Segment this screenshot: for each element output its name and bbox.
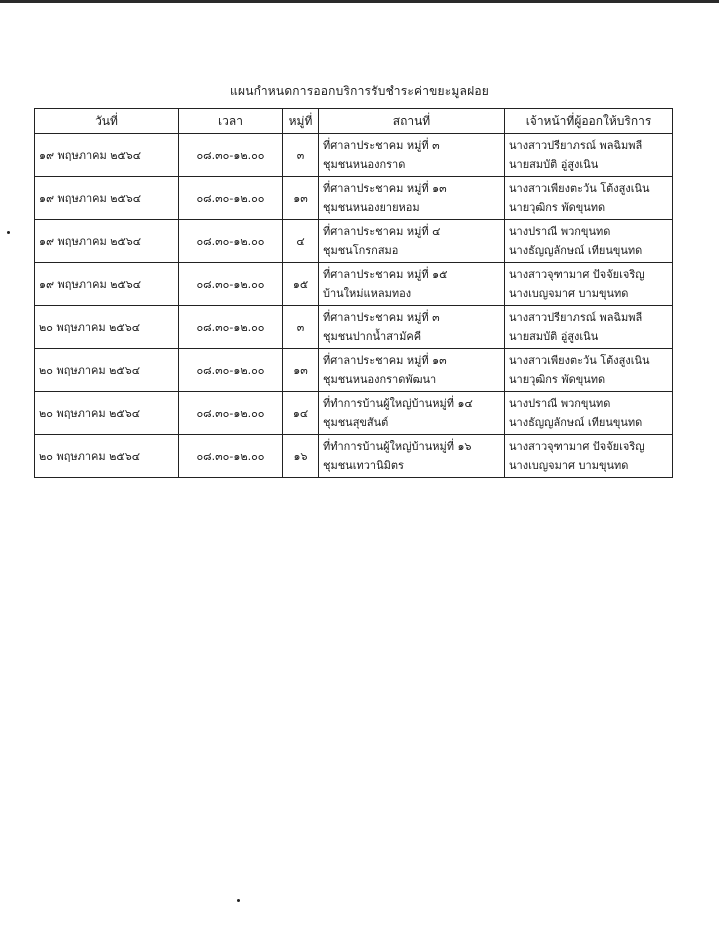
place-line: บ้านใหม่แหลมทอง [323,287,412,300]
cell-place [319,349,505,392]
cell-time: ๐๘.๓๐-๑๒.๐๐ [179,177,283,220]
staff-line: นายสมบัติ อู่สูงเนิน [509,158,599,171]
place-line: ที่ศาลาประชาคม หมู่ที่ ๑๓ [323,354,447,367]
table-row [35,392,673,435]
cell-place [319,263,505,306]
cell-date: ๒๐ พฤษภาคม ๒๕๖๔ [35,306,179,349]
staff-line: นางสาวปรียาภรณ์ พลฉิมพลี [509,139,643,152]
header-date: วันที่ [35,109,179,134]
staff-line: นายวุฒิกร พัดขุนทด [509,201,606,214]
cell-village: ๑๓ [283,177,319,220]
cell-staff [505,220,673,263]
place-line: ชุมชนหนองยายหอม [323,201,420,214]
staff-line: นางสาวจุฑามาศ ปัจจัยเจริญ [509,268,645,281]
cell-staff [505,435,673,478]
cell-place [319,392,505,435]
place-line: ชุมชนเทวานิมิตร [323,459,404,472]
cell-date: ๑๙ พฤษภาคม ๒๕๖๔ [35,177,179,220]
cell-time: ๐๘.๓๐-๑๒.๐๐ [179,349,283,392]
cell-staff [505,134,673,177]
staff-line: นางปราณี พวกขุนทด [509,225,611,238]
table-row [35,177,673,220]
header-place: สถานที่ [319,109,505,134]
cell-date: ๒๐ พฤษภาคม ๒๕๖๔ [35,349,179,392]
cell-staff [505,392,673,435]
place-line: ที่ศาลาประชาคม หมู่ที่ ๑๕ [323,268,448,281]
cell-staff [505,349,673,392]
scan-speck [7,231,10,234]
cell-place [319,134,505,177]
staff-line: นางเบญจมาศ บามขุนทด [509,459,629,472]
place-line: ชุมชนโกรกสมอ [323,244,399,257]
cell-village: ๓ [283,306,319,349]
table-row [35,220,673,263]
place-line: ที่ศาลาประชาคม หมู่ที่ ๓ [323,311,440,324]
header-staff: เจ้าหน้าที่ผู้ออกให้บริการ [505,109,673,134]
cell-time: ๐๘.๓๐-๑๒.๐๐ [179,435,283,478]
cell-date: ๒๐ พฤษภาคม ๒๕๖๔ [35,392,179,435]
place-line: ชุมชนปากน้ำสามัคคี [323,330,422,343]
schedule-table [34,108,673,478]
staff-line: นางสาวเพียงตะวัน โต้งสูงเนิน [509,182,650,195]
cell-time: ๐๘.๓๐-๑๒.๐๐ [179,306,283,349]
place-line: ที่ศาลาประชาคม หมู่ที่ ๓ [323,139,440,152]
place-line: ชุมชนหนองกราดพัฒนา [323,373,437,386]
table-row [35,306,673,349]
cell-village: ๑๔ [283,392,319,435]
staff-line: นายวุฒิกร พัดขุนทด [509,373,606,386]
document-title: แผนกำหนดการออกบริการรับชำระค่าขยะมูลฝอย [230,84,489,98]
header-village: หมู่ที่ [283,109,319,134]
place-line: ที่ศาลาประชาคม หมู่ที่ ๑๓ [323,182,447,195]
staff-line: นายสมบัติ อู่สูงเนิน [509,330,599,343]
cell-time: ๐๘.๓๐-๑๒.๐๐ [179,220,283,263]
table-row [35,435,673,478]
cell-time: ๐๘.๓๐-๑๒.๐๐ [179,263,283,306]
table-row [35,349,673,392]
scan-top-edge [0,0,719,3]
staff-line: นางเบญจมาศ บามขุนทด [509,287,629,300]
cell-village: ๑๖ [283,435,319,478]
staff-line: นางสาวจุฑามาศ ปัจจัยเจริญ [509,440,645,453]
place-line: ที่ทำการบ้านผู้ใหญ่บ้านหมู่ที่ ๑๖ [323,440,472,453]
cell-staff [505,177,673,220]
cell-village: ๑๓ [283,349,319,392]
header-time: เวลา [179,109,283,134]
cell-village: ๔ [283,220,319,263]
scan-speck [237,899,240,902]
cell-date: ๑๙ พฤษภาคม ๒๕๖๔ [35,220,179,263]
table-row [35,263,673,306]
place-line: ที่ศาลาประชาคม หมู่ที่ ๔ [323,225,441,238]
cell-village: ๑๕ [283,263,319,306]
place-line: ชุมชนสุขสันต์ [323,416,389,429]
place-line: ที่ทำการบ้านผู้ใหญ่บ้านหมู่ที่ ๑๔ [323,397,473,410]
staff-line: นางสาวปรียาภรณ์ พลฉิมพลี [509,311,643,324]
staff-line: นางธัญญลักษณ์ เทียนขุนทด [509,244,643,257]
cell-village: ๓ [283,134,319,177]
cell-date: ๒๐ พฤษภาคม ๒๕๖๔ [35,435,179,478]
cell-place [319,220,505,263]
cell-staff [505,263,673,306]
cell-time: ๐๘.๓๐-๑๒.๐๐ [179,392,283,435]
staff-line: นางธัญญลักษณ์ เทียนขุนทด [509,416,643,429]
cell-time: ๐๘.๓๐-๑๒.๐๐ [179,134,283,177]
cell-date: ๑๙ พฤษภาคม ๒๕๖๔ [35,263,179,306]
table-row [35,134,673,177]
staff-line: นางสาวเพียงตะวัน โต้งสูงเนิน [509,354,650,367]
place-line: ชุมชนหนองกราด [323,158,406,171]
cell-place [319,306,505,349]
table-header-row [35,109,673,134]
cell-staff [505,306,673,349]
cell-date: ๑๙ พฤษภาคม ๒๕๖๔ [35,134,179,177]
staff-line: นางปราณี พวกขุนทด [509,397,611,410]
cell-place [319,435,505,478]
cell-place [319,177,505,220]
